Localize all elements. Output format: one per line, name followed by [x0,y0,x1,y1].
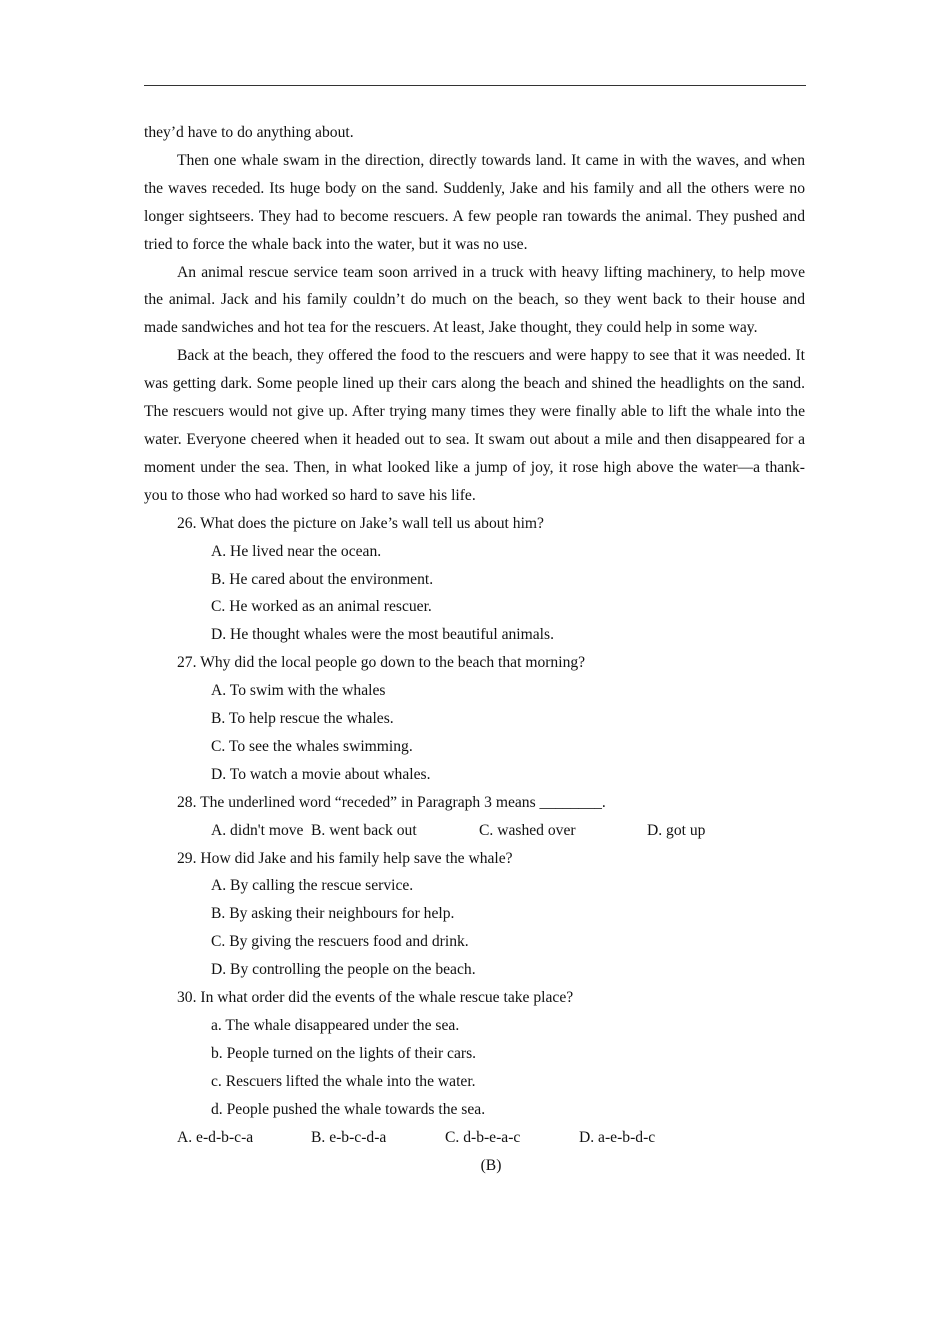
question-30-option-a: A. e-d-b-c-a [177,1128,254,1146]
question-27-option-d: D. To watch a movie about whales. [211,765,431,783]
question-28-option-d: D. got up [647,821,706,839]
question-26-option-b: B. He cared about the environment. [211,570,434,588]
question-29-option-d: D. By controlling the people on the beach. [211,961,476,979]
header-rule [144,85,806,86]
question-30-event-c: c. Rescuers lifted the whale into the water. [211,1072,476,1090]
passage-paragraph-2: An animal rescue service team soon arrived in a truck with heavy lifting machinery, to help move the animal. Jack and his family couldn’t do much on the beach, so they went back to their house and made sandwiches and hot tea for the rescuers. At least, Jake thought, they could help in some way. [144,263,805,337]
question-28-stem: 28. The underlined word “receded” in Paragraph 3 means ________. [177,793,606,811]
passage-paragraph-3: Back at the beach, they offered the food to the rescuers and were happy to see that it was needed. It was getting dark. Some people lined up their cars along the beach and shined the headlights on the sand. The rescuers would not give up. After trying many times they were finally able to lift the whale into the water. Everyone cheered when it headed out to sea. It swam out about a mile and then disappeared for a moment under the sea. Then, in what looked like a jump of joy, it rose high above the water—a thank-you to those who had worked so hard to save his life. [144,347,805,504]
question-28-option-a: A. didn't move [211,821,304,839]
question-30-event-a: a. The whale disappeared under the sea. [211,1017,460,1034]
question-30-option-c: C. d-b-e-a-c [445,1128,521,1146]
question-28-option-c: C. washed over [479,821,576,839]
question-26-option-a: A. He lived near the ocean. [211,542,382,560]
question-27-option-a: A. To swim with the whales [211,682,386,700]
question-29-option-a: A. By calling the rescue service. [211,877,414,895]
question-30-stem: 30. In what order did the events of the whale rescue take place? [177,989,574,1007]
question-26-option-d: D. He thought whales were the most beautiful animals. [211,626,554,644]
question-29-stem: 29. How did Jake and his family help save the whale? [177,849,513,867]
question-30-event-b: b. People turned on the lights of their cars. [211,1044,477,1062]
question-26-option-c: C. He worked as an animal rescuer. [211,598,432,616]
passage-paragraph-0: they’d have to do anything about. [144,124,354,141]
question-27-stem: 27. Why did the local people go down to the beach that morning? [177,654,586,672]
document-body [144,119,805,1179]
question-29-option-b: B. By asking their neighbours for help. [211,905,455,923]
question-30-event-d: d. People pushed the whale towards the sea. [211,1100,486,1118]
question-26-stem: 26. What does the picture on Jake’s wall tell us about him? [177,514,544,532]
question-28-options [144,817,805,845]
question-28-option-b: B. went back out [311,821,417,839]
section-label: (B) [480,1156,502,1174]
question-30-options [144,1124,805,1152]
question-29-option-c: C. By giving the rescuers food and drink. [211,933,469,951]
question-27-option-b: B. To help rescue the whales. [211,710,394,728]
question-30-option-b: B. e-b-c-d-a [311,1128,387,1146]
question-27-option-c: C. To see the whales swimming. [211,737,413,755]
passage-paragraph-1: Then one whale swam in the direction, directly towards land. It came in with the waves, and when the waves receded. Its huge body on the sand. Suddenly, Jake and his family and all the others were no longer sightseers. They had to become rescuers. A few people ran towards the animal. They pushed and tried to force the whale back into the water, but it was no use. [144,151,805,253]
question-30-option-d: D. a-e-b-d-c [579,1128,656,1146]
